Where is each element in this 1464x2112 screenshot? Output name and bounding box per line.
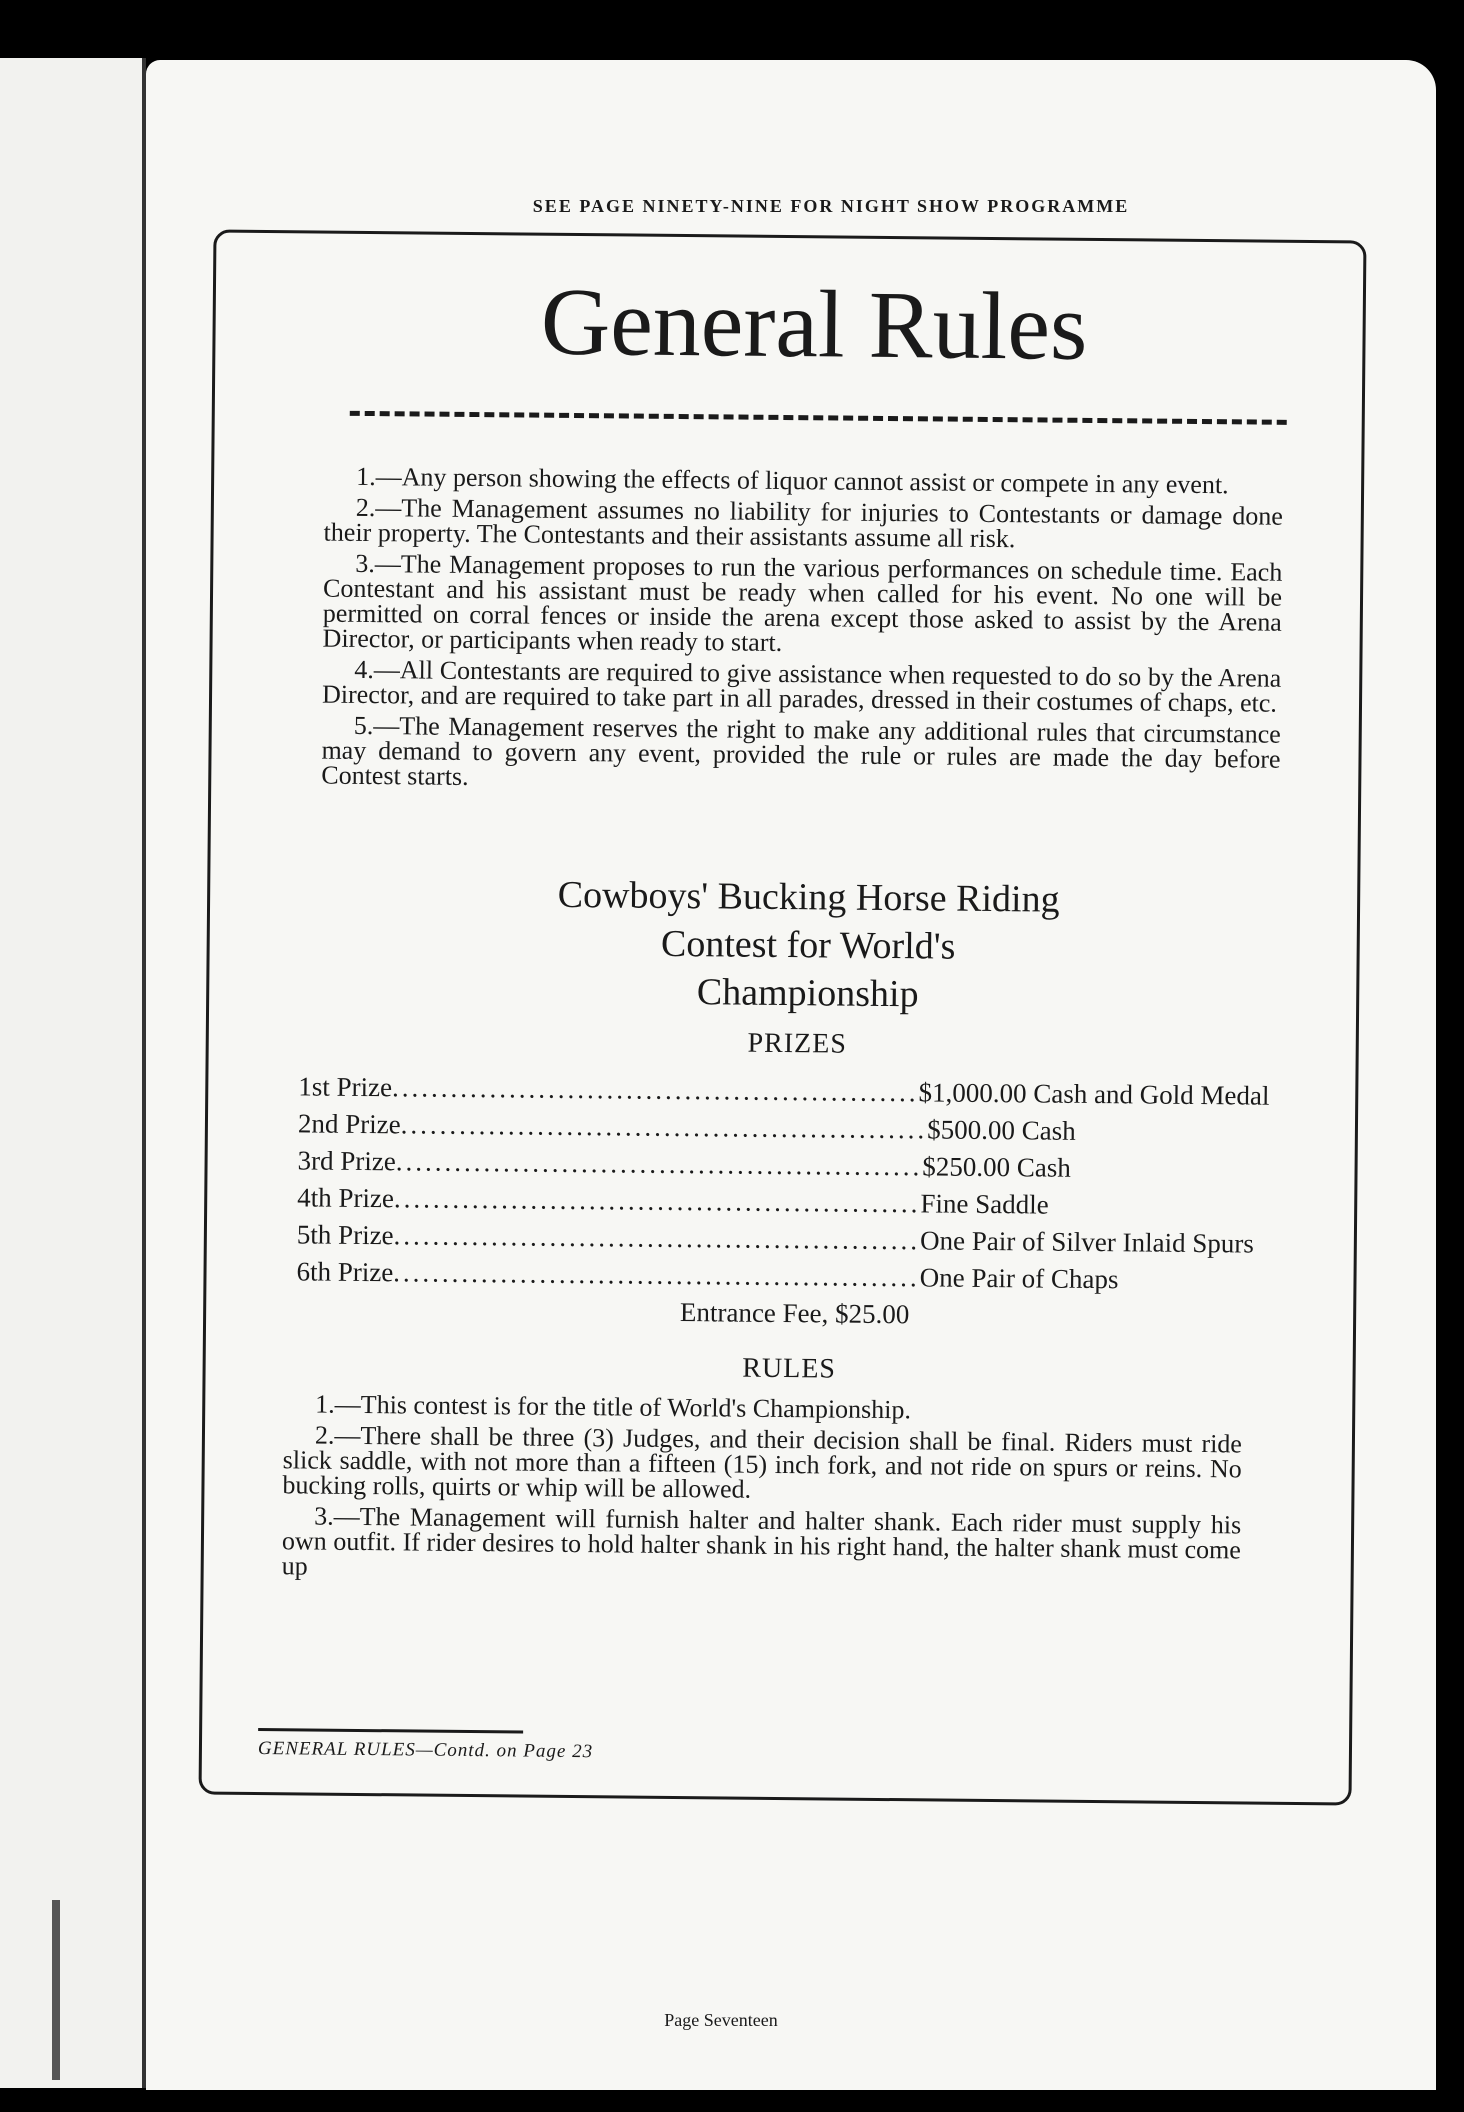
continuation-note: GENERAL RULES—Contd. on Page 23 [257, 1737, 594, 1763]
prize-place: 2nd Prize [297, 1108, 401, 1140]
prize-award: $500.00 Cash [927, 1114, 1076, 1146]
general-rule-3: 3.—The Management proposes to run the various performances on schedule time. Each Contestant and his assistant must be ready when called for his event. No one will be permitted on corral fences or inside the arena except those asked to assist by the Arena Director, or participants when ready to start. [322, 548, 1283, 657]
prize-place: 1st Prize [298, 1071, 393, 1103]
contest-rules-heading: RULES [742, 1352, 837, 1385]
contest-title-line-3: Championship [696, 971, 919, 1016]
dot-leader: ...................................................... [393, 1257, 920, 1293]
prize-award: One Pair of Silver Inlaid Spurs [919, 1225, 1254, 1259]
prize-place: 5th Prize [296, 1219, 394, 1251]
document-page [146, 60, 1436, 2090]
general-rule-4: 4.—All Contestants are required to give assistance when requested to do so by the Arena Director, and are required to take part in all parades, dressed in their costumes of chaps, etc. [321, 654, 1282, 718]
prize-award: $250.00 Cash [922, 1151, 1071, 1183]
dot-leader: ...................................................... [391, 1072, 919, 1108]
prize-place: 3rd Prize [297, 1145, 396, 1177]
decorative-divider [350, 411, 1287, 425]
general-rule-1: 1.—Any person showing the effects of liquor cannot assist or compete in any event. [356, 461, 1229, 500]
prize-award: Fine Saddle [920, 1188, 1049, 1220]
general-rules-list [321, 461, 1283, 803]
header-note: SEE PAGE NINETY-NINE FOR NIGHT SHOW PROGRAMME [532, 196, 1130, 216]
contest-title-line-2: Contest for World's [660, 922, 956, 968]
prize-list [296, 1068, 1295, 1300]
contest-title-line-1: Cowboys' Bucking Horse Riding [557, 873, 1060, 921]
contest-title [209, 868, 1357, 1023]
dot-leader: ...................................................... [400, 1109, 928, 1145]
general-rule-2: 2.—The Management assumes no liability for injuries to Contestants or damage done their property. The Contestants and their assistants assume all risk. [323, 492, 1283, 554]
prize-place: 4th Prize [297, 1182, 395, 1214]
content-frame [199, 230, 1367, 1806]
page-title: General Rules [540, 267, 1088, 380]
dot-leader: ...................................................... [393, 1220, 921, 1256]
contest-rules-list [282, 1391, 1243, 1593]
page-number: Page Seventeen [664, 2010, 778, 2030]
contest-rule-2: 2.—There shall be three (3) Judges, and their decision shall be final. Riders must ride slick saddle, with not more than a fifteen (15) inch fork, and not ride on spurs or reins. No bucking rolls, quirts or whip will be allowed. [282, 1420, 1243, 1504]
facing-page [0, 58, 146, 2088]
general-rule-5: 5.—The Management reserves the right to make any additional rules that circumstance may demand to govern any event, provided the rule or rules are made the day before Contest starts. [321, 710, 1281, 791]
dot-leader: ...................................................... [393, 1183, 921, 1219]
contest-rule-3: 3.—The Management will furnish halter and halter shank. Each rider must supply his own outfit. If rider desires to hold halter shank in his right hand, the halter shank must come up [281, 1501, 1242, 1581]
dot-leader: ...................................................... [395, 1146, 923, 1182]
entrance-fee: Entrance Fee, $25.00 [679, 1297, 910, 1330]
page-edge-shadow [52, 1900, 60, 2080]
prize-award: One Pair of Chaps [919, 1262, 1119, 1295]
prizes-heading: PRIZES [747, 1027, 848, 1060]
prize-place: 6th Prize [296, 1256, 394, 1288]
prize-award: $1,000.00 Cash and Gold Medal [918, 1077, 1270, 1111]
footer-divider [258, 1728, 523, 1734]
contest-rule-1: 1.—This contest is for the title of World's Championship. [315, 1389, 912, 1425]
